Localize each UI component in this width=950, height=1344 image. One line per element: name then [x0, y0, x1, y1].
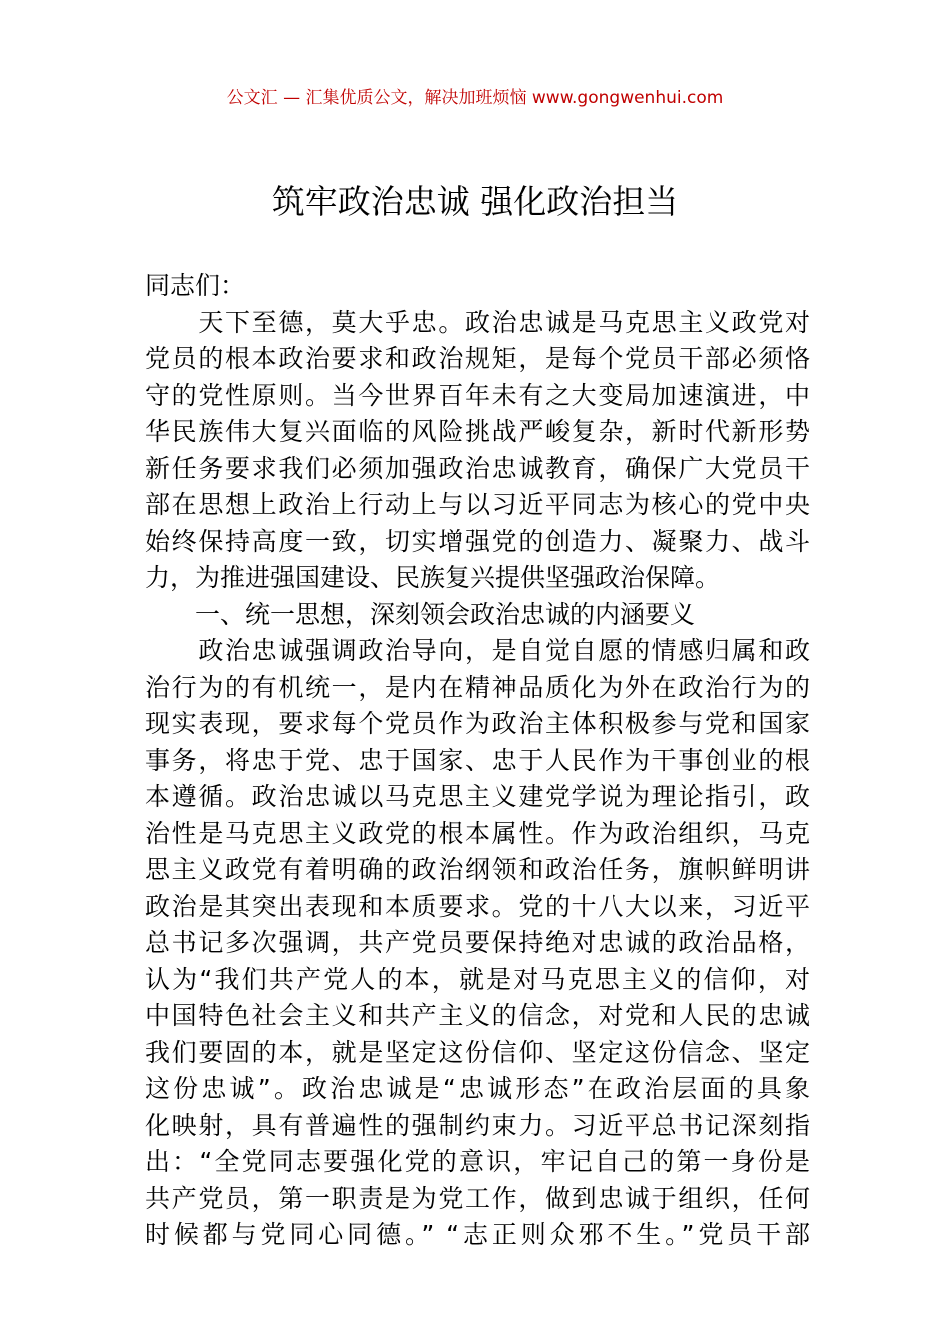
- text-line: 认为“我们共产党人的本，就是对马克思主义的信仰，对: [145, 964, 810, 994]
- text-line: 总书记多次强调，共产党员要保持绝对忠诚的政治品格，: [145, 928, 810, 957]
- text-line: 天下至德，莫大乎忠。政治忠诚是马克思主义政党对: [145, 307, 810, 337]
- text-line: 治性是马克思主义政党的根本属性。作为政治组织，马克: [145, 818, 810, 848]
- section-heading: 一、统一思想，深刻领会政治忠诚的内涵要义: [145, 599, 696, 629]
- text-line: 出：“全党同志要强化党的意识，牢记自己的第一身份是: [145, 1147, 810, 1176]
- text-line: 共产党员，第一职责是为党工作，做到忠诚于组织，任何: [145, 1183, 810, 1213]
- text-line: 化映射，具有普遍性的强制约束力。习近平总书记深刻指: [145, 1110, 810, 1140]
- salutation: 同志们：: [145, 271, 246, 300]
- header-banner: 公文汇 — 汇集优质公文，解决加班烦恼 www.gongwenhui.com: [226, 88, 724, 108]
- text-line: 我们要固的本，就是坚定这份信仰、坚定这份信念、坚定: [145, 1037, 810, 1067]
- text-line: 这份忠诚”。政治忠诚是“忠诚形态”在政治层面的具象: [145, 1074, 810, 1103]
- text-line: 本遵循。政治忠诚以马克思主义建党学说为理论指引，政: [145, 782, 810, 811]
- text-line: 政治是其突出表现和本质要求。党的十八大以来，习近平: [145, 891, 810, 921]
- text-line: 部在思想上政治上行动上与以习近平同志为核心的党中央: [145, 490, 810, 519]
- text-line: 思主义政党有着明确的政治纲领和政治任务，旗帜鲜明讲: [145, 855, 810, 884]
- document-body: [145, 268, 810, 1254]
- text-line: 党员的根本政治要求和政治规矩，是每个党员干部必须恪: [145, 344, 810, 373]
- text-line: 华民族伟大复兴面临的风险挑战严峻复杂，新时代新形势: [145, 417, 810, 446]
- text-line: 力，为推进强国建设、民族复兴提供坚强政治保障。: [145, 563, 721, 592]
- text-line: 现实表现，要求每个党员作为政治主体积极参与党和国家: [145, 709, 810, 738]
- page-title: 筑牢政治忠诚 强化政治担当: [271, 182, 679, 221]
- text-line: 事务，将忠于党、忠于国家、忠于人民作为干事创业的根: [145, 745, 810, 775]
- text-line: 新任务要求我们必须加强政治忠诚教育，确保广大党员干: [145, 453, 810, 483]
- text-line: 始终保持高度一致，切实增强党的创造力、凝聚力、战斗: [145, 526, 810, 556]
- text-line: 守的党性原则。当今世界百年未有之大变局加速演进，中: [145, 380, 810, 410]
- text-line: 时候都与党同心同德。” “志正则众邪不生。”党员干部: [145, 1220, 810, 1249]
- text-line: 治行为的有机统一，是内在精神品质化为外在政治行为的: [145, 672, 810, 702]
- text-line: 中国特色社会主义和共产主义的信念，对党和人民的忠诚: [145, 1001, 810, 1030]
- text-line: 政治忠诚强调政治导向，是自觉自愿的情感归属和政: [145, 636, 810, 665]
